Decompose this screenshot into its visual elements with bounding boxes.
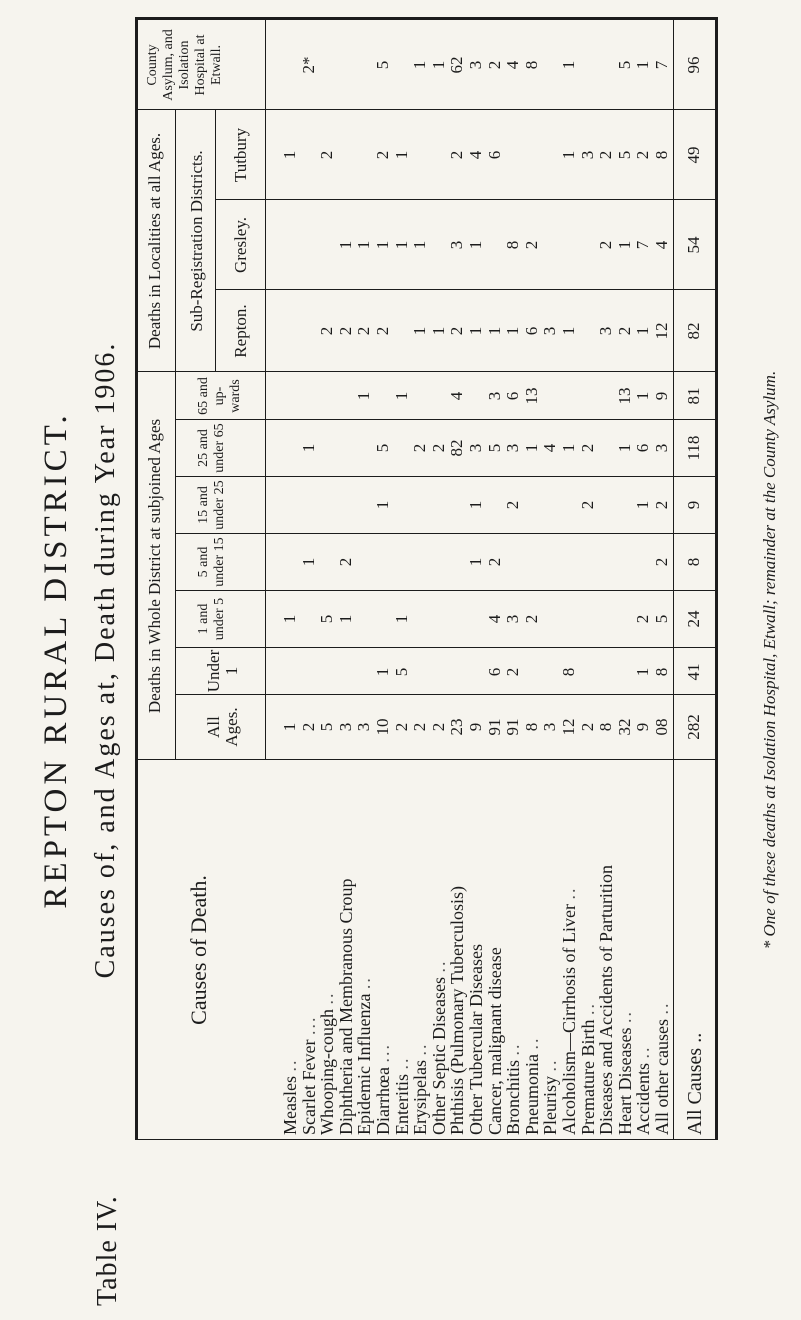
cell-repton: 2 — [614, 326, 634, 336]
cell-gresley: 1 — [466, 240, 485, 250]
cell-a1: 1 — [391, 614, 411, 624]
header-county: County Asylum, and Isolation Hospital at Etwall. — [145, 29, 224, 101]
district-header-rule — [175, 372, 176, 760]
cause-dots: .. — [354, 976, 375, 990]
totals-rule — [673, 20, 674, 1140]
cell-tutbury: 2 — [373, 150, 392, 160]
cause-text: Cancer, malignant disease — [484, 947, 505, 1135]
cell-a1: 4 — [484, 614, 504, 624]
header-subreg: Sub-Registration Districts. — [187, 150, 206, 332]
cell-a1: 5 — [317, 614, 337, 624]
cell-county: 5 — [614, 60, 634, 70]
footnote: * One of these deaths at Isolation Hospital, Etwall; remainder at the County Asylum. — [760, 370, 779, 950]
cell-a65: 1 — [354, 391, 374, 401]
cell-all: 3 — [335, 722, 355, 732]
cause-text: Pleurisy — [540, 1075, 561, 1135]
header-1-5: 1 and under 5 — [196, 597, 227, 641]
cell-a65: 3 — [484, 391, 504, 401]
column-header-rule — [265, 20, 266, 760]
cell-county: 1 — [559, 60, 578, 70]
right-border — [135, 17, 718, 20]
cell-a1: 1 — [280, 614, 299, 624]
header-under-1: Under 1 — [204, 649, 241, 693]
cause-dots: .. — [410, 1042, 431, 1056]
cell-repton: 1 — [428, 326, 448, 336]
cell-a5: 1 — [466, 557, 485, 567]
header-whole-district: Deaths in Whole District at subjoined Ages — [145, 418, 164, 714]
cause-dots: .. — [559, 886, 579, 900]
cell-a15: 1 — [633, 500, 653, 510]
cell-a15: 2 — [503, 500, 523, 510]
cell-a25: 1 — [614, 443, 634, 453]
cause-dots: .. — [521, 1036, 542, 1050]
cell-gresley: 7 — [633, 240, 653, 250]
localities-header-rule — [175, 110, 176, 372]
subreg-header-rule — [215, 110, 216, 372]
cell-repton: 3 — [596, 326, 616, 336]
col-div-7 — [215, 289, 718, 290]
cell-all: 2 — [298, 722, 318, 732]
cell-all: 8 — [596, 722, 616, 732]
cell-a15: 2 — [652, 500, 671, 510]
cell-a25: 1 — [559, 443, 578, 453]
cell-tutbury: 8 — [652, 150, 671, 160]
cell-u1: 2 — [503, 667, 523, 677]
cell-gresley: 3 — [447, 240, 467, 250]
cell-repton: 2 — [317, 326, 337, 336]
cell-repton: 3 — [540, 326, 560, 336]
cell-repton: 1 — [633, 326, 653, 336]
header-gresley: Gresley. — [231, 217, 250, 274]
cell-a25: 2 — [428, 443, 448, 453]
cell-repton: 2 — [373, 326, 392, 336]
total-county: 96 — [684, 56, 703, 74]
cell-all: 2 — [577, 722, 597, 732]
cell-a25: 3 — [652, 443, 671, 453]
cell-a65: 13 — [614, 387, 634, 405]
cell-a15: 2 — [577, 500, 597, 510]
cell-a5: 2 — [484, 557, 504, 567]
cell-gresley: 1 — [373, 240, 392, 250]
cell-repton: 1 — [484, 326, 504, 336]
cause-dots: ... — [298, 1015, 319, 1036]
cell-county: 5 — [373, 60, 392, 70]
cause-dots: .. — [577, 1002, 598, 1016]
cell-repton: 2 — [354, 326, 374, 336]
cell-tutbury: 1 — [391, 150, 411, 160]
cell-gresley: 2 — [596, 240, 616, 250]
cause-text: Other Septic Diseases — [428, 977, 449, 1135]
cause-dots: .. — [280, 1058, 300, 1072]
cell-tutbury: 4 — [466, 150, 485, 160]
cell-a25: 5 — [484, 443, 504, 453]
cell-county: 1 — [428, 60, 448, 70]
cell-tutbury: 2 — [596, 150, 616, 160]
header-15-25: 15 and under 25 — [196, 480, 227, 530]
district-divider — [135, 371, 718, 372]
cell-a65: 4 — [447, 391, 467, 401]
cell-u1: 8 — [559, 667, 578, 677]
cell-all: 2 — [428, 722, 448, 732]
cause-dots: .. — [540, 1058, 561, 1072]
total-repton: 82 — [684, 322, 703, 340]
cell-gresley: 1 — [354, 240, 374, 250]
cause-text: Alcoholism—Cirrhosis of Liver — [559, 904, 579, 1135]
cell-repton: 12 — [652, 322, 671, 340]
cell-all: 9 — [633, 722, 653, 732]
cause-dots: .. — [633, 1045, 654, 1059]
cell-all: 91 — [484, 718, 504, 736]
total-all: 282 — [684, 714, 703, 740]
localities-divider — [135, 109, 718, 110]
col-div-3 — [175, 590, 718, 591]
cell-county: 2 — [484, 60, 504, 70]
cell-a1: 2 — [633, 614, 653, 624]
cell-a65: 9 — [652, 391, 671, 401]
cell-a25: 82 — [447, 439, 467, 457]
cell-all: 1 — [280, 722, 299, 732]
cell-county: 4 — [503, 60, 523, 70]
totals-dots: .. — [684, 1032, 706, 1043]
cell-all: 32 — [614, 718, 634, 736]
page-title: REPTON RURAL DISTRICT. — [38, 411, 74, 909]
col-div-8 — [215, 199, 718, 200]
cell-county: 3 — [466, 60, 485, 70]
cell-gresley: 1 — [614, 240, 634, 250]
cell-county: 62 — [447, 56, 467, 74]
header-localities: Deaths in Localities at all Ages. — [145, 132, 164, 350]
cell-all: 9 — [466, 722, 485, 732]
cell-repton: 1 — [559, 326, 578, 336]
cell-a25: 2 — [410, 443, 430, 453]
page-subtitle: Causes of, and Ages at, Death during Year 1906. — [90, 341, 121, 979]
cell-a15: 1 — [373, 500, 392, 510]
cell-a1: 3 — [503, 614, 523, 624]
cell-a25: 3 — [503, 443, 523, 453]
cell-all: 3 — [354, 722, 374, 732]
table-top-rule — [135, 20, 138, 1140]
cell-gresley: 4 — [652, 240, 671, 250]
cause-text: Accidents — [633, 1063, 654, 1135]
cell-gresley: 1 — [335, 240, 355, 250]
cause-text: Bronchitis — [503, 1060, 524, 1135]
cell-all: 2 — [410, 722, 430, 732]
cell-a25: 1 — [521, 443, 541, 453]
header-all-ages: All Ages. — [204, 707, 241, 747]
cell-tutbury: 2 — [447, 150, 467, 160]
cell-gresley: 1 — [410, 240, 430, 250]
cell-repton: 2 — [447, 326, 467, 336]
causes-divider — [135, 759, 718, 760]
cell-a1: 5 — [652, 614, 671, 624]
cell-a1: 2 — [521, 614, 541, 624]
cause-dots: .. — [317, 991, 338, 1005]
cell-u1: 8 — [652, 667, 671, 677]
cell-a5: 2 — [652, 557, 671, 567]
totals-label — [684, 1033, 707, 1135]
total-a25: 118 — [684, 435, 703, 461]
cell-a65: 6 — [503, 391, 523, 401]
cell-repton: 1 — [466, 326, 485, 336]
table-label: Table IV. — [92, 1195, 123, 1306]
cell-tutbury: 2 — [317, 150, 337, 160]
header-65-up: 65 and up-wards — [196, 377, 243, 415]
cause-dots: .. — [391, 1056, 412, 1070]
cause-text: All other causes — [652, 1019, 672, 1135]
cause-text: Other Tubercular Diseases — [466, 944, 486, 1135]
header-25-65: 25 and under 65 — [196, 423, 227, 473]
cell-repton: 1 — [503, 326, 523, 336]
col-div-4 — [175, 533, 718, 534]
cause-text: Diphtheria and Membranous Croup — [335, 878, 356, 1135]
cause-text: Scarlet Fever — [298, 1039, 319, 1135]
cell-a5: 2 — [335, 557, 355, 567]
cell-all: 3 — [540, 722, 560, 732]
cause-dots: .. — [652, 1001, 672, 1015]
cell-county: 8 — [521, 60, 541, 70]
cell-county: 1 — [633, 60, 653, 70]
cause-text: Premature Birth — [577, 1019, 598, 1135]
total-a65: 81 — [684, 387, 703, 405]
cell-tutbury: 1 — [559, 150, 578, 160]
cell-all: 91 — [503, 718, 523, 736]
cell-u1: 1 — [633, 667, 653, 677]
col-div-2 — [175, 647, 718, 648]
cause-text: Whooping-cough — [317, 1009, 338, 1135]
cell-county: 1 — [410, 60, 430, 70]
cell-a65: 1 — [633, 391, 653, 401]
col-div-1 — [175, 694, 718, 695]
cell-a15: 1 — [466, 500, 485, 510]
cause-dots: .. — [614, 1010, 635, 1024]
cell-a5: 1 — [298, 557, 318, 567]
cause-text: Diseases and Accidents of Parturition — [596, 865, 617, 1135]
col-div-5 — [175, 476, 718, 477]
total-a15: 9 — [684, 500, 703, 510]
cell-a25: 3 — [466, 443, 485, 453]
total-u1: 41 — [684, 663, 703, 681]
total-a5: 8 — [684, 557, 703, 567]
cell-all: 2 — [391, 722, 411, 732]
cell-a25: 5 — [373, 443, 392, 453]
cell-a25: 4 — [540, 443, 560, 453]
cell-all: 8 — [521, 722, 541, 732]
cell-gresley: 8 — [503, 240, 523, 250]
cell-tutbury: 6 — [484, 150, 504, 160]
cell-gresley: 2 — [521, 240, 541, 250]
cause-text: Diarrhœa — [373, 1067, 393, 1135]
cell-all: 5 — [317, 722, 337, 732]
total-gresley: 54 — [684, 236, 703, 254]
cause-dots: ... — [373, 1043, 393, 1063]
cell-tutbury: 1 — [280, 150, 299, 160]
cell-tutbury: 3 — [577, 150, 597, 160]
left-border — [135, 1139, 718, 1140]
cell-a65: 13 — [521, 387, 541, 405]
cause-text: Pneumonia — [521, 1054, 542, 1135]
cell-repton: 1 — [410, 326, 430, 336]
cell-a65: 1 — [391, 391, 411, 401]
cause-text: Erysipelas — [410, 1060, 431, 1135]
cell-county: 7 — [652, 60, 671, 70]
cause-text: Heart Diseases — [614, 1027, 635, 1135]
cause-dots: .. — [503, 1042, 524, 1056]
cause-text: Phthisis (Pulmonary Tuberculosis) — [447, 885, 468, 1135]
cell-a1: 1 — [335, 614, 355, 624]
cause-text: Epidemic Influenza — [354, 993, 375, 1135]
cell-repton: 2 — [335, 326, 355, 336]
cause-label — [652, 1002, 673, 1135]
cell-u1: 5 — [391, 667, 411, 677]
cell-a25: 1 — [298, 443, 318, 453]
cell-all: 10 — [373, 718, 392, 736]
total-a1: 24 — [684, 610, 703, 628]
cell-tutbury: 5 — [614, 150, 634, 160]
header-repton: Repton. — [231, 304, 250, 358]
header-5-15: 5 and under 15 — [196, 537, 227, 587]
table-bottom-rule — [715, 20, 718, 1140]
cell-tutbury: 2 — [633, 150, 653, 160]
cell-a25: 6 — [633, 443, 653, 453]
cell-u1: 1 — [373, 667, 392, 677]
header-tutbury: Tutbury — [231, 127, 250, 183]
cause-text: Measles — [280, 1076, 300, 1135]
cell-u1: 6 — [484, 667, 504, 677]
cell-repton: 6 — [521, 326, 541, 336]
header-causes: Causes of Death. — [186, 875, 211, 1025]
totals-label-text: All Causes — [684, 1047, 706, 1135]
cause-dots: .. — [428, 959, 449, 973]
cell-a25: 2 — [577, 443, 597, 453]
col-div-6 — [175, 419, 718, 420]
total-tutbury: 49 — [684, 146, 703, 164]
cell-gresley: 1 — [391, 240, 411, 250]
cell-all: 12 — [559, 718, 578, 736]
cell-all: 08 — [652, 718, 671, 736]
cell-county: 2* — [298, 56, 318, 74]
cause-text: Enteritis — [391, 1074, 412, 1135]
cell-all: 23 — [447, 718, 467, 736]
